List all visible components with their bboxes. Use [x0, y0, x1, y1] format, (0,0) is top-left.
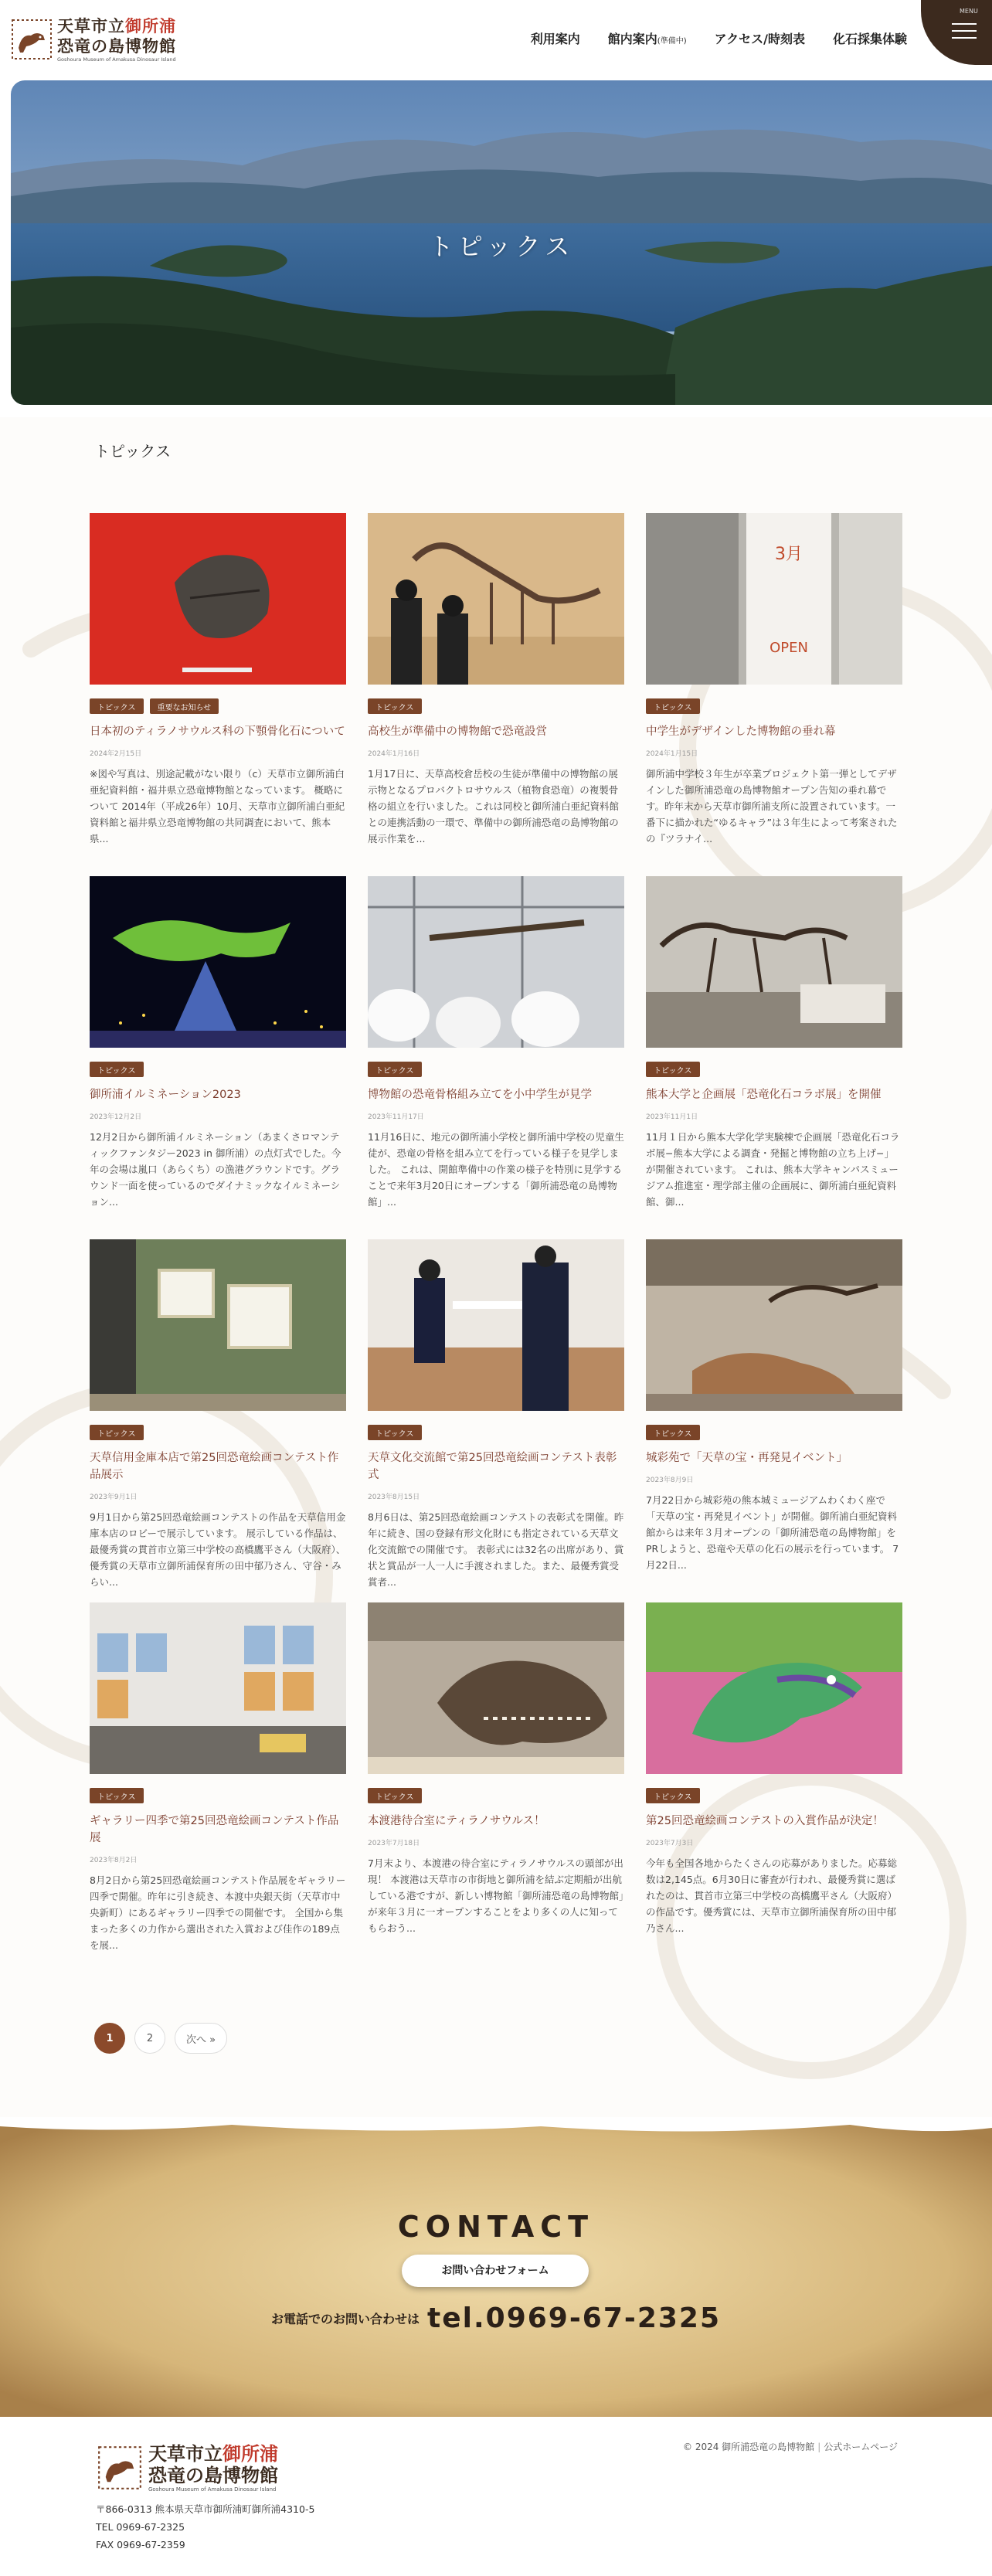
- footer-tel: TEL 0969-67-2325: [96, 2521, 185, 2533]
- page-1-button[interactable]: 1: [94, 2023, 125, 2054]
- logo-subtitle: Goshoura Museum of Amakusa Dinosaur Island: [57, 56, 176, 63]
- article-thumbnail[interactable]: [368, 513, 624, 685]
- category-tag[interactable]: トピックス: [90, 1788, 144, 1803]
- article-card[interactable]: [368, 876, 624, 1210]
- site-footer: [0, 2417, 992, 2576]
- main-nav: [531, 29, 907, 47]
- page-2-button[interactable]: 2: [134, 2023, 165, 2054]
- contact-phone-number[interactable]: tel.0969-67-2325: [427, 2302, 722, 2334]
- article-card[interactable]: [368, 1602, 624, 1936]
- category-tag[interactable]: 重要なお知らせ: [150, 698, 219, 714]
- article-title[interactable]: 高校生が準備中の博物館で恐竜設営: [368, 726, 547, 738]
- article-excerpt: 9月1日から第25回恐竜絵画コンテストの作品を天草信用金庫本店のロビーで展示しています。 展示している作品は、最優秀賞の貫首市立第三中学校の高橋鷹平さん（大阪府）、優秀賞の天草市立御所浦保育所の田中郁乃さん、守谷・みらい...: [90, 1511, 346, 1588]
- article-date: 2024年2月15日: [90, 750, 142, 758]
- article-date: 2023年11月17日: [368, 1113, 424, 1121]
- article-title[interactable]: 天草文化交流館で第25回恐竜絵画コンテスト表彰式: [368, 1452, 617, 1481]
- article-card[interactable]: [368, 1239, 624, 1590]
- article-thumbnail[interactable]: [646, 876, 902, 1048]
- article-thumbnail[interactable]: [368, 1602, 624, 1774]
- svg-text:3月: 3月: [775, 545, 803, 564]
- official-site-link[interactable]: 公式ホームページ: [824, 2442, 898, 2452]
- footer-copyright: © 2024 御所浦恐竜の島博物館 | 公式ホームページ: [683, 2442, 898, 2452]
- article-card[interactable]: [368, 513, 624, 847]
- article-excerpt: 7月22日から城彩苑の熊本城ミュージアムわくわく座で「天草の宝・再発見イベント」が開催。御所浦白亜紀資料館からは来年３月オープンの「御所浦恐竜の島博物館」をPRしようと、恐竜や天草の化石の展示を行っています。 7月22日...: [646, 1494, 899, 1571]
- article-excerpt: ※図や写真は、別途記載がない限り（c）天草市立御所浦白亜紀資料館・福井県立恐竜博物館となっています。 概略について 2014年（平成26年）10月、天草市立御所浦白亜紀資料館と福井県立恐竜博物館の共同調査において、熊本県...: [90, 768, 345, 845]
- article-excerpt: 1月17日に、天草高校倉岳校の生徒が準備中の博物館の展示物となるプロバクトロサウルス（植物食恐竜）の複製骨格の組立を行いました。これは同校と御所浦白亜紀資料館との連携活動の一環で、準備中の御所浦恐竜の島博物館の展示作業を...: [368, 768, 620, 845]
- hero-banner: [11, 80, 992, 405]
- article-title[interactable]: 熊本大学と企画展「恐竜化石コラボ展」を開催: [646, 1089, 882, 1101]
- category-tag[interactable]: トピックス: [368, 1788, 422, 1803]
- next-page-button[interactable]: 次へ »: [175, 2023, 227, 2054]
- category-tag[interactable]: トピックス: [90, 1425, 144, 1440]
- article-date: 2023年8月9日: [646, 1477, 694, 1484]
- logo-title: 天草市立御所浦 恐竜の島博物館: [57, 17, 176, 56]
- dinosaur-logo-icon: [97, 2445, 142, 2490]
- article-date: 2023年9月1日: [90, 1494, 138, 1501]
- footer-logo-subtitle: Goshoura Museum of Amakusa Dinosaur Island: [148, 2486, 277, 2493]
- category-tag[interactable]: トピックス: [90, 698, 144, 714]
- article-title[interactable]: 日本初のティラノサウルス科の下顎骨化石について: [90, 726, 345, 738]
- category-tag[interactable]: トピックス: [646, 1062, 700, 1077]
- nav-usage[interactable]: 利用案内: [530, 32, 580, 46]
- category-tag[interactable]: トピックス: [368, 1062, 422, 1077]
- article-title[interactable]: 天草信用金庫本店で第25回恐竜絵画コンテスト作品展示: [90, 1452, 339, 1481]
- category-tag[interactable]: トピックス: [646, 698, 700, 714]
- article-thumbnail[interactable]: [368, 876, 624, 1048]
- category-tag[interactable]: トピックス: [368, 1425, 422, 1440]
- footer-address: 〒866-0313 熊本県天草市御所浦町御所浦4310-5: [96, 2503, 315, 2515]
- dinosaur-logo-icon: [11, 19, 53, 60]
- article-date: 2024年1月16日: [368, 750, 420, 758]
- nav-fossil-experience[interactable]: 化石採集体験: [832, 32, 907, 46]
- site-logo[interactable]: [11, 15, 189, 63]
- article-excerpt: 12月2日から御所浦イルミネーション（あまくさロマンティックファンタジー2023 in 御所浦）の点灯式でした。今年の会場は嵐口（あらくち）の漁港グラウンドです。グラウンド一面を使っているのでダイナミックなイルミネーション...: [90, 1131, 341, 1208]
- category-tag[interactable]: トピックス: [368, 698, 422, 714]
- article-thumbnail[interactable]: [646, 1602, 902, 1774]
- article-excerpt: 今年も全国各地からたくさんの応募がありました。応募総数は2,145点。6月30日に審査が行われ、最優秀賞に選ばれたのは、貫首市立第三中学校の高橋鷹平さん（大阪府）の作品です。優秀賞には、天草市立御所浦保育所の田中郁乃さん...: [646, 1857, 898, 1934]
- article-card[interactable]: [90, 1602, 346, 1953]
- contact-form-button[interactable]: お問い合わせフォーム: [402, 2255, 589, 2287]
- pagination: [94, 2023, 227, 2054]
- contact-section: [0, 2117, 992, 2417]
- footer-logo[interactable]: [97, 2443, 278, 2493]
- article-title[interactable]: 第25回恐竜絵画コンテストの入賞作品が決定！: [646, 1815, 884, 1827]
- footer-address-block: [96, 2500, 314, 2554]
- footer-logo-title: 天草市立御所浦 恐竜の島博物館: [148, 2443, 278, 2486]
- article-thumbnail[interactable]: [368, 1239, 624, 1411]
- article-date: 2023年7月3日: [646, 1840, 694, 1847]
- article-title[interactable]: 本渡港待合室にティラノサウルス！: [368, 1815, 545, 1827]
- article-card[interactable]: [646, 1602, 902, 1936]
- contact-phone: [0, 2302, 992, 2334]
- article-excerpt: 8月2日から第25回恐竜絵画コンテスト作品展をギャラリー四季で開催。昨年に引き続き、本渡中央銀天街（天草市中央新町）にあるギャラリー四季での開催です。 全国から集まった多くの力作から選出された入賞および佳作の189点を展...: [90, 1874, 346, 1951]
- page-title: トピックス: [94, 442, 171, 460]
- article-card[interactable]: [90, 876, 346, 1210]
- article-thumbnail[interactable]: [646, 513, 902, 685]
- menu-button[interactable]: MENU: [921, 0, 992, 65]
- nav-floor-guide[interactable]: 館内案内(準備中): [607, 32, 687, 46]
- hamburger-icon: [952, 23, 977, 25]
- article-card[interactable]: [90, 1239, 346, 1590]
- footer-fax: FAX 0969-67-2359: [96, 2539, 185, 2551]
- nav-access[interactable]: アクセス/時刻表: [714, 32, 805, 46]
- article-title[interactable]: 御所浦イルミネーション2023: [90, 1089, 241, 1101]
- article-date: 2023年7月18日: [368, 1840, 420, 1847]
- svg-text:OPEN: OPEN: [769, 640, 808, 656]
- article-title[interactable]: 博物館の恐竜骨格組み立てを小中学生が見学: [368, 1089, 592, 1101]
- article-title[interactable]: 中学生がデザインした博物館の垂れ幕: [646, 726, 836, 738]
- article-thumbnail[interactable]: [90, 876, 346, 1048]
- article-date: 2024年1月15日: [646, 750, 698, 758]
- article-title[interactable]: 城彩苑で「天草の宝・再発見イベント」: [646, 1452, 848, 1464]
- article-card[interactable]: [90, 513, 346, 847]
- article-title[interactable]: ギャラリー四季で第25回恐竜絵画コンテスト作品展: [90, 1815, 339, 1844]
- category-tag[interactable]: トピックス: [90, 1062, 144, 1077]
- article-card[interactable]: [646, 876, 902, 1210]
- article-excerpt: 11月１日から熊本大学化学実験棟で企画展「恐竜化石コラボ展−熊本大学による調査・発掘と博物館の立ち上げ−」が開催されています。 これは、熊本大学キャンパスミュージアム推進室・理学部主催の企画展に、御所浦白亜紀資料館、御...: [646, 1131, 900, 1208]
- article-date: 2023年11月1日: [646, 1113, 698, 1121]
- site-header: [0, 0, 992, 77]
- contact-phone-label: お電話でのお問い合わせは: [270, 2312, 420, 2326]
- article-date: 2023年8月15日: [368, 1494, 420, 1501]
- article-card[interactable]: [646, 513, 902, 847]
- article-thumbnail[interactable]: [90, 1239, 346, 1411]
- article-thumbnail[interactable]: [646, 1239, 902, 1411]
- article-excerpt: 御所浦中学校３年生が卒業プロジェクト第一弾としてデザインした御所浦恐竜の島博物館オープン告知の垂れ幕です。昨年末から天草市御所浦支所に設置されています。一番下に描かれた“ゆるキャラ”は３年生によって考案されたの『ツラナイ...: [646, 768, 898, 845]
- article-thumbnail[interactable]: [90, 1602, 346, 1774]
- article-date: 2023年12月2日: [90, 1113, 142, 1121]
- article-date: 2023年8月2日: [90, 1857, 138, 1864]
- category-tag[interactable]: トピックス: [646, 1788, 700, 1803]
- article-thumbnail[interactable]: [90, 513, 346, 685]
- article-card[interactable]: [646, 1239, 902, 1573]
- article-excerpt: 8月6日は、第25回恐竜絵画コンテストの表彰式を開催。昨年に続き、国の登録有形文化財にも指定されている天草文化交流館での開催です。 表彰式には32名の出席があり、賞状と賞品が一人一人に手渡されました。また、最優秀賞受賞者...: [368, 1511, 624, 1588]
- category-tag[interactable]: トピックス: [646, 1425, 700, 1440]
- hero-title: トピックス: [428, 232, 575, 261]
- contact-title: CONTACT: [397, 2210, 595, 2244]
- article-excerpt: 11月16日に、地元の御所浦小学校と御所浦中学校の児童生徒が、恐竜の骨格を組み立てを行っている様子を見学しました。 これは、開館準備中の作業の様子を特別に見学することで来年3月20日にオープンする「御所浦恐竜の島博物館」...: [368, 1131, 624, 1208]
- article-excerpt: 7月末より、本渡港の待合室にティラノサウルスの頭部が出現！ 本渡港は天草市の市街地と御所浦を結ぶ定期船が出航している港ですが、新しい博物館「御所浦恐竜の島博物館」が来年３月に一オープンすることをより多くの人に知ってもらおう...: [368, 1857, 624, 1934]
